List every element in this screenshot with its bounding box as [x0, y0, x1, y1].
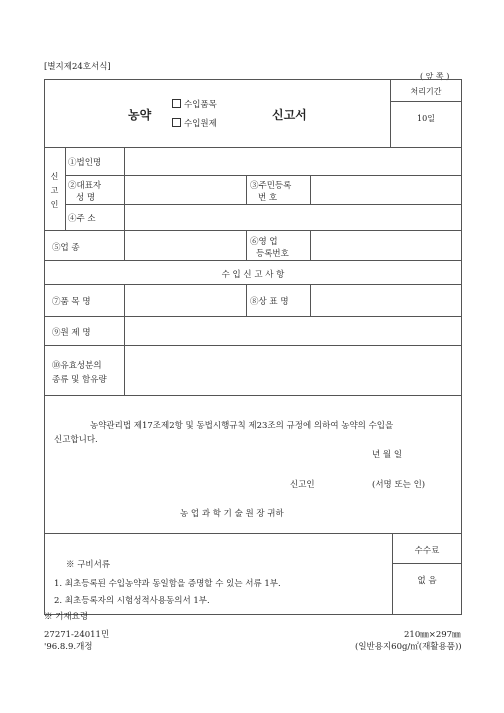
business-reg-field[interactable]	[312, 232, 460, 258]
business-type-field[interactable]	[126, 232, 244, 258]
date-line: 년 월 일	[372, 450, 403, 460]
page-side-label: ( 앞 쪽 )	[420, 72, 450, 81]
footer-paper: (일반용지60g/㎡(재활용품))	[355, 642, 462, 652]
declaration-line-1: 농약관리법 제17조제2항 및 동법시행규칙 제23조의 규정에 의하여 농약의 수입을	[90, 421, 394, 431]
form-reference: [별지제24호서식]	[44, 62, 111, 72]
fee-value: 없 음	[417, 576, 437, 586]
rep-name-label: ②대표자 성 명	[68, 181, 102, 203]
footer-code: 27271-24011민	[44, 630, 110, 640]
raw-name-field[interactable]	[126, 318, 460, 343]
notes-title: ※ 기재요령	[44, 612, 89, 622]
processing-label: 처리기간	[410, 87, 442, 96]
brand-name-field[interactable]	[312, 286, 460, 314]
fee-label: 수수료	[414, 546, 440, 556]
address-field[interactable]	[126, 206, 460, 228]
checkbox-icon	[172, 99, 181, 108]
business-reg-label: ⑥영 업 등록번호	[250, 237, 289, 259]
corp-name-label: ①법인명	[68, 158, 102, 168]
signature-label: (서명 또는 인)	[372, 480, 426, 490]
footer-size: 210㎜×297㎜	[404, 630, 461, 640]
applicant-label: 신고인	[290, 480, 315, 490]
business-type-label: ⑤업 종	[52, 243, 80, 253]
option-import-product[interactable]: 수입품목	[172, 98, 217, 110]
corp-name-field[interactable]	[126, 149, 460, 173]
doc-item-2: 2. 최초등록자의 시험성적사용동의서 1부.	[54, 596, 210, 606]
product-name-field[interactable]	[126, 286, 244, 314]
option-import-raw[interactable]: 수입원제	[172, 117, 217, 129]
ingredient-field[interactable]	[126, 347, 460, 393]
reporter-group-label: 신 고 인	[50, 172, 59, 209]
section-title: 수 입 신 고 사 항	[221, 270, 285, 280]
checkbox-icon	[172, 118, 181, 127]
title-right: 신고서	[272, 108, 307, 122]
address-label: ④주 소	[68, 214, 96, 224]
processing-value: 10일	[417, 114, 435, 123]
footer-revision: '96.8.9.개정	[44, 642, 93, 652]
ingredient-label: ⑩유효성분의 종류 및 함유량	[52, 361, 107, 385]
resident-no-label: ③주민등록 번 호	[250, 181, 292, 203]
title-left: 농약	[128, 108, 152, 122]
brand-name-label: ⑧상 표 명	[250, 297, 289, 307]
product-name-label: ⑦품 목 명	[52, 297, 91, 307]
resident-no-field[interactable]	[312, 177, 460, 202]
docs-title: ※ 구비서류	[66, 560, 111, 570]
declaration-line-2: 신고합니다.	[54, 435, 98, 445]
addressee: 농 업 과 학 기 술 원 장 귀하	[180, 509, 284, 519]
doc-item-1: 1. 최초등록된 수입농약과 동일함을 증명할 수 있는 서류 1부.	[54, 579, 281, 589]
raw-name-label: ⑨원 제 명	[52, 328, 91, 338]
rep-name-field[interactable]	[126, 177, 244, 202]
